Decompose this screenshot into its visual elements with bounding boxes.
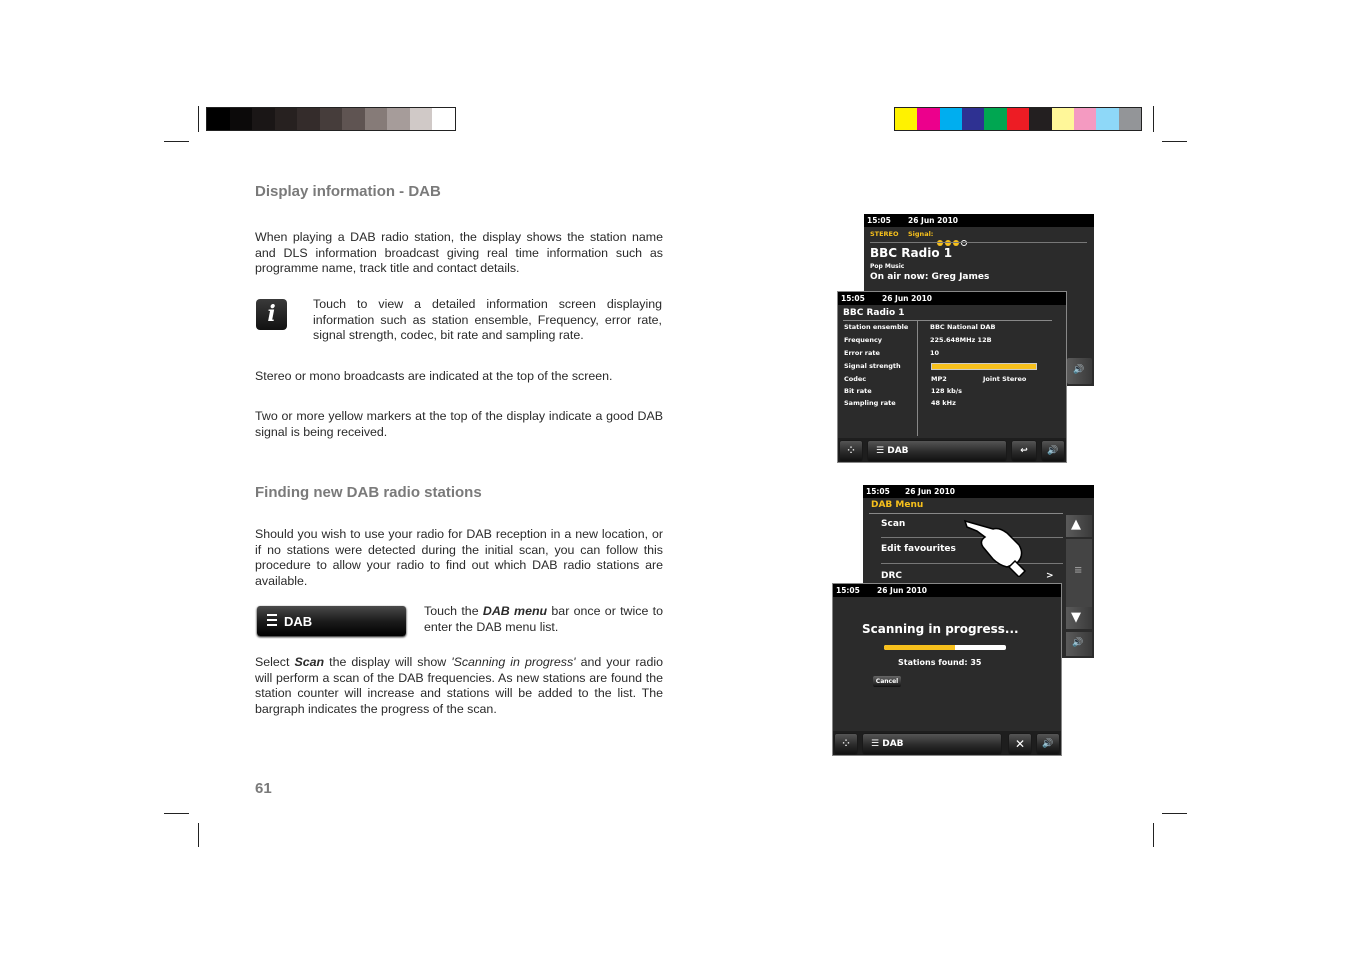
dab-label: DAB [887,446,909,456]
scroll-down-button[interactable] [1066,607,1092,629]
dab-menu-button[interactable] [863,734,1001,754]
paragraph: Stereo or mono broadcasts are indicated at the top of the screen. [255,369,613,383]
status-bar [864,214,1094,227]
touch-dab-instruction [424,604,663,635]
color-swatch [387,108,410,130]
grid-icon: ⁘ [842,739,850,749]
dab-menu-button[interactable] [868,441,1006,461]
volume-button[interactable] [1042,441,1064,461]
info-label: Signal strength [844,362,901,370]
triangle-up-icon: ▲ [1071,517,1081,532]
section-heading-finding-stations: Finding new DAB radio stations [255,484,482,501]
paragraph: Should you wish to use your radio for DAB reception in a new location, or if no stations were detected during the initial scan, you can follow this procedure to allow your radio to find out which DAB radio stations are available. [255,527,663,588]
divider [869,513,1063,514]
volume-button[interactable] [1066,632,1092,656]
status-bar [863,485,1094,498]
crop-mark [1162,141,1187,142]
crop-mark [164,141,189,142]
crop-mark [1153,823,1154,847]
paragraph: Two or more yellow markers at the top of the display indicate a good DAB signal is being received. [255,409,663,439]
back-button[interactable] [1012,441,1036,461]
menu-icon [267,614,277,629]
scan-progress-bar [884,645,1006,650]
grid-menu-button[interactable] [840,441,862,461]
scroll-up-button[interactable] [1066,515,1092,537]
crop-mark [198,106,199,132]
color-swatch [984,108,1006,130]
close-button[interactable] [1009,734,1031,754]
dab-button-label: DAB [284,614,313,629]
scan-progress-fill [884,645,955,650]
text: the display will show [324,655,452,669]
color-swatch [917,108,939,130]
scrollbar[interactable] [1066,539,1092,607]
info-label: Codec [844,375,867,383]
time: 15:05 [836,586,860,595]
status-bar [833,584,1061,597]
grid-menu-button[interactable] [835,734,857,754]
bottom-bar [833,731,1061,755]
mode-value: Joint Stereo [983,375,1027,383]
emphasis: Scan [294,655,325,669]
speaker-icon: 🔊 [1042,739,1054,749]
text: Touch the [424,604,483,618]
time: 15:05 [841,294,865,303]
date: 26 Jun 2010 [877,586,928,595]
signal-strength-bar [931,363,1037,370]
color-swatch [1074,108,1096,130]
signal-strength-fill [932,364,1036,369]
color-swatch [252,108,275,130]
speaker-icon: 🔊 [1073,365,1085,375]
color-swatch [432,108,455,130]
crop-mark [1162,813,1187,814]
ensemble-value: BBC National DAB [930,323,996,331]
dab-label: DAB [882,739,904,749]
speaker-icon: 🔊 [1047,446,1059,456]
scan-instruction [255,655,663,717]
info-icon: i [256,299,287,330]
sampling-value: 48 kHz [931,399,956,407]
status-bar [838,292,1066,305]
bottom-bar [838,438,1066,462]
cancel-button[interactable]: Cancel [873,676,901,687]
frequency-value: 225.648MHz 12B [930,336,992,344]
station-name: BBC Radio 1 [870,246,953,260]
color-swatch [1096,108,1118,130]
scroll-grip-icon: ≡ [1074,565,1083,576]
color-swatch [410,108,433,130]
info-label: Sampling rate [844,399,896,407]
grid-icon: ⁘ [847,446,855,456]
emphasis: 'Scanning in progress' [451,655,576,669]
codec-value: MP2 [931,375,947,383]
info-label: Error rate [844,349,880,357]
divider [870,242,1087,243]
color-swatch [895,108,917,130]
color-swatch [962,108,984,130]
emphasis: DAB menu [482,604,548,618]
date: 26 Jun 2010 [905,487,956,496]
dls-text: On air now: Greg James [870,272,990,282]
column-divider [917,321,918,436]
speaker-icon: 🔊 [1072,638,1084,648]
paragraph: When playing a DAB radio station, the display shows the station name and DLS information broadcast giving real time information such as programme name, track title and contact details. [255,230,663,275]
date: 26 Jun 2010 [908,216,959,225]
color-swatch [230,108,253,130]
pointing-hand-icon [963,515,1033,577]
time: 15:05 [867,216,891,225]
text: and your radio will perform a scan of the DAB frequencies. As new stations are found the station counter will increase and stations will be added to the list. The bargraph indicates the progress of the scan. [255,655,663,716]
menu-item-scan[interactable]: Scan [881,519,906,529]
close-icon: ✕ [1014,737,1026,751]
section-heading-display-info: Display information - DAB [255,183,441,200]
scanning-title: Scanning in progress... [862,622,1019,636]
stereo-indicator: STEREO [870,230,899,238]
divider [843,320,1052,321]
volume-button[interactable] [1037,734,1059,754]
menu-item-drc[interactable]: DRC [881,571,903,581]
text: bar once or twice to enter the DAB menu list. [424,604,663,634]
color-swatch [320,108,343,130]
station-name: BBC Radio 1 [843,308,905,318]
color-swatch [342,108,365,130]
dab-menu-button-illustration [257,606,406,636]
color-swatch [207,108,230,130]
color-swatch [1052,108,1074,130]
menu-icon: ☰ [871,739,880,749]
process-color-bar [894,107,1142,131]
color-swatch [365,108,388,130]
genre: Pop Music [870,263,905,270]
volume-button[interactable] [1067,358,1092,384]
date: 26 Jun 2010 [882,294,933,303]
chevron-right-icon: > [1046,571,1054,581]
signal-label: Signal: [908,230,934,238]
time: 15:05 [866,487,890,496]
info-label: Frequency [844,336,883,344]
color-swatch [1119,108,1141,130]
color-swatch [275,108,298,130]
stations-found: Stations found: 35 [898,658,982,667]
back-icon: ↩ [1020,446,1028,456]
menu-icon: ☰ [876,446,885,456]
grayscale-color-bar [206,107,456,131]
info-label: Bit rate [844,387,872,395]
color-swatch [1007,108,1029,130]
screen-scanning [832,583,1062,756]
info-label: Station ensemble [844,323,909,331]
color-swatch [1029,108,1051,130]
menu-title: DAB Menu [871,500,924,510]
color-swatch [940,108,962,130]
crop-mark [1153,106,1154,132]
bitrate-value: 128 kb/s [931,387,963,395]
color-swatch [297,108,320,130]
signal-marker-empty [961,240,967,246]
crop-mark [164,813,189,814]
menu-item-edit-favourites[interactable]: Edit favourites [881,544,956,554]
text: Select [255,655,295,669]
signal-marker [953,240,959,246]
error-rate-value: 10 [930,349,940,357]
screen-station-info [837,291,1067,463]
page-number: 61 [255,780,272,797]
triangle-down-icon: ▼ [1071,610,1081,625]
crop-mark [198,823,199,847]
info-description: Touch to view a detailed information screen displaying information such as station ensemble, Frequency, error rate, signal strength, codec, bit rate and sampling rate. [313,297,662,342]
